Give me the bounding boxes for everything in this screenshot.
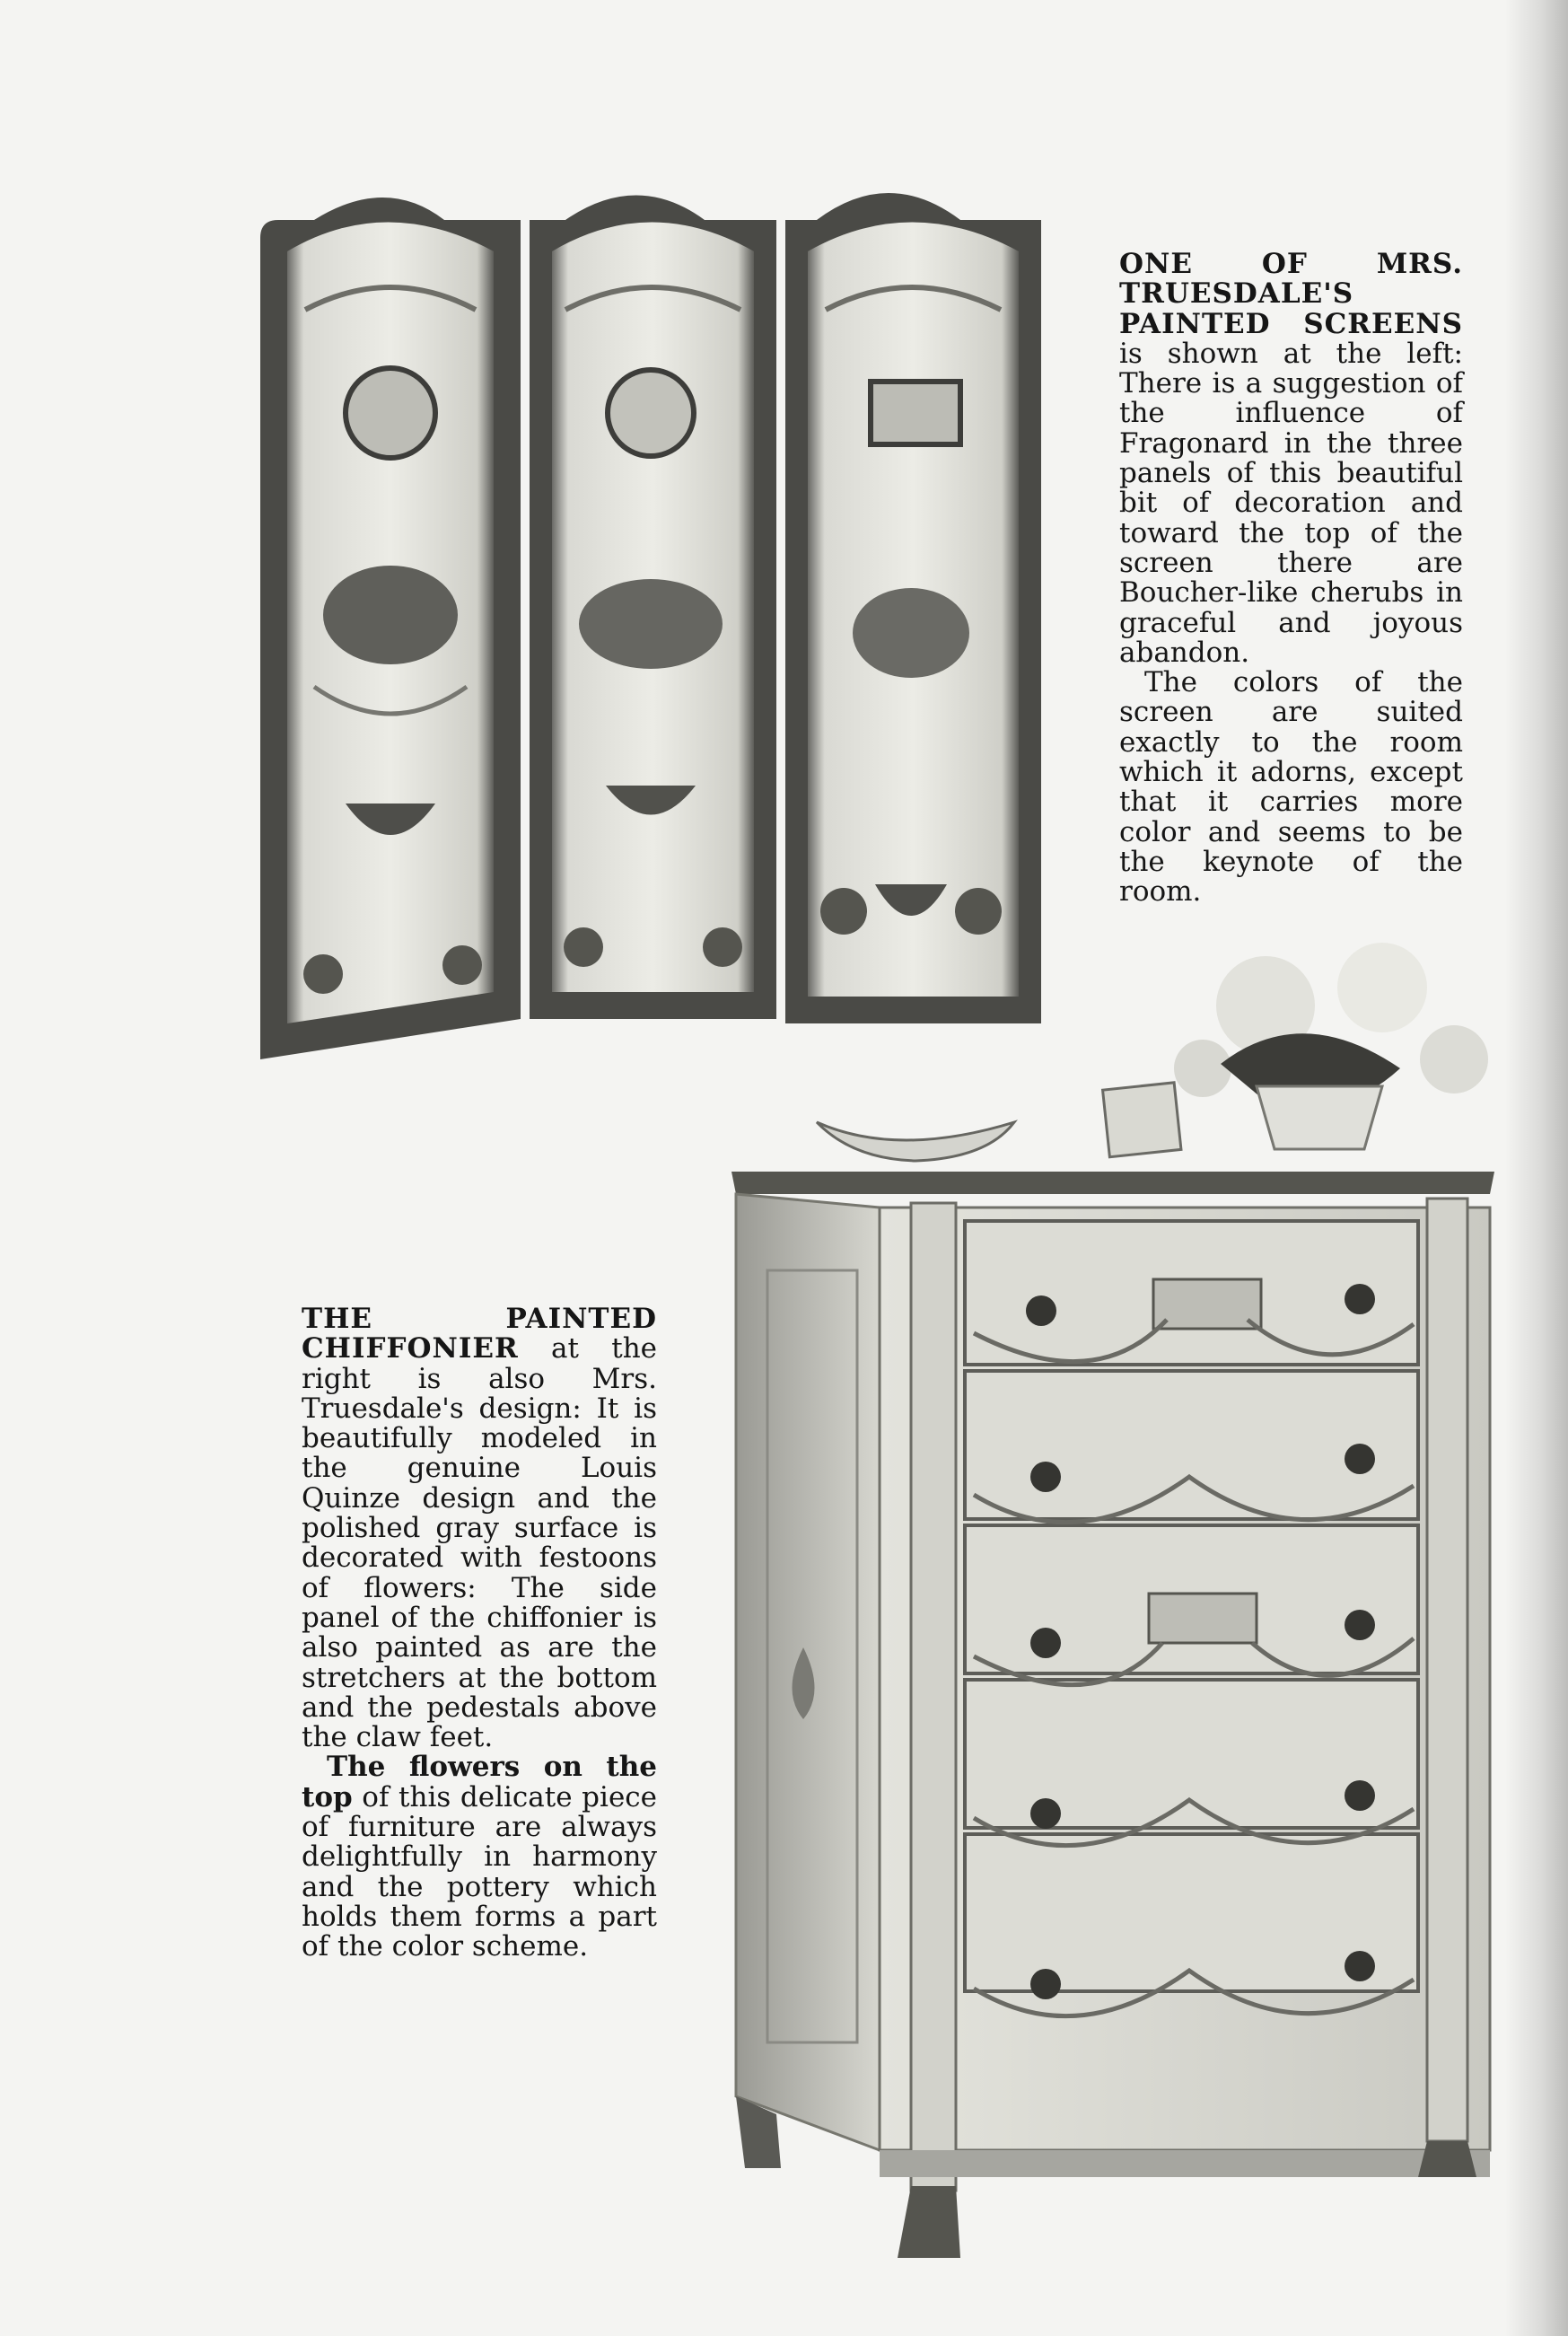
screen-caption-paragraph-1: is shown at the left: There is a suggestion of the influence of Fragonard in the three panels of this beautiful bit of decoration and toward the top of the screen there are Boucher-like cherubs in graceful and joyous abandon. (1119, 337, 1463, 669)
chiffonier-caption-paragraph-2: of this delicate piece of furniture are always delightfully in harmony and the pottery which holds them forms a part of the color scheme. (302, 1780, 657, 1963)
chiffonier-caption-paragraph-2-lead: The flowers on the top (302, 1751, 657, 1813)
chiffonier-caption-paragraph-1: at the right is also Mrs. Truesdale's design: It is beautifully modeled in the genuine Louis Quinze design and the polished gray surface is decorated with festoons of flowers: The side panel of the chiffonier is also painted as are the stretchers at the bottom and the pedestals above the claw feet. (302, 1332, 658, 1754)
chiffonier-caption (302, 1304, 657, 1963)
drawer-stack (965, 1221, 1418, 2016)
screen-panel-middle (530, 196, 776, 1020)
page-edge-shadow (1505, 0, 1568, 2336)
pottery-dish (817, 1122, 1014, 1161)
screen-caption (1119, 250, 1463, 908)
screen-panel-left (260, 198, 521, 1059)
chiffonier-caption-heading: THE PAINTED CHIFFONIER (302, 1303, 657, 1366)
screen-panel-right (785, 193, 1041, 1023)
flower-vase (1174, 943, 1488, 1149)
card-on-top (1103, 1083, 1181, 1157)
screen-caption-heading: ONE OF MRS. TRUESDALE'S PAINTED SCREENS (1119, 248, 1463, 340)
screen-caption-paragraph-2: The colors of the screen are suited exactly to the room which it adorns, except that it carries more color and seems to be the keynote of the room. (1119, 666, 1463, 909)
painted-chiffonier-photo (718, 911, 1508, 2267)
